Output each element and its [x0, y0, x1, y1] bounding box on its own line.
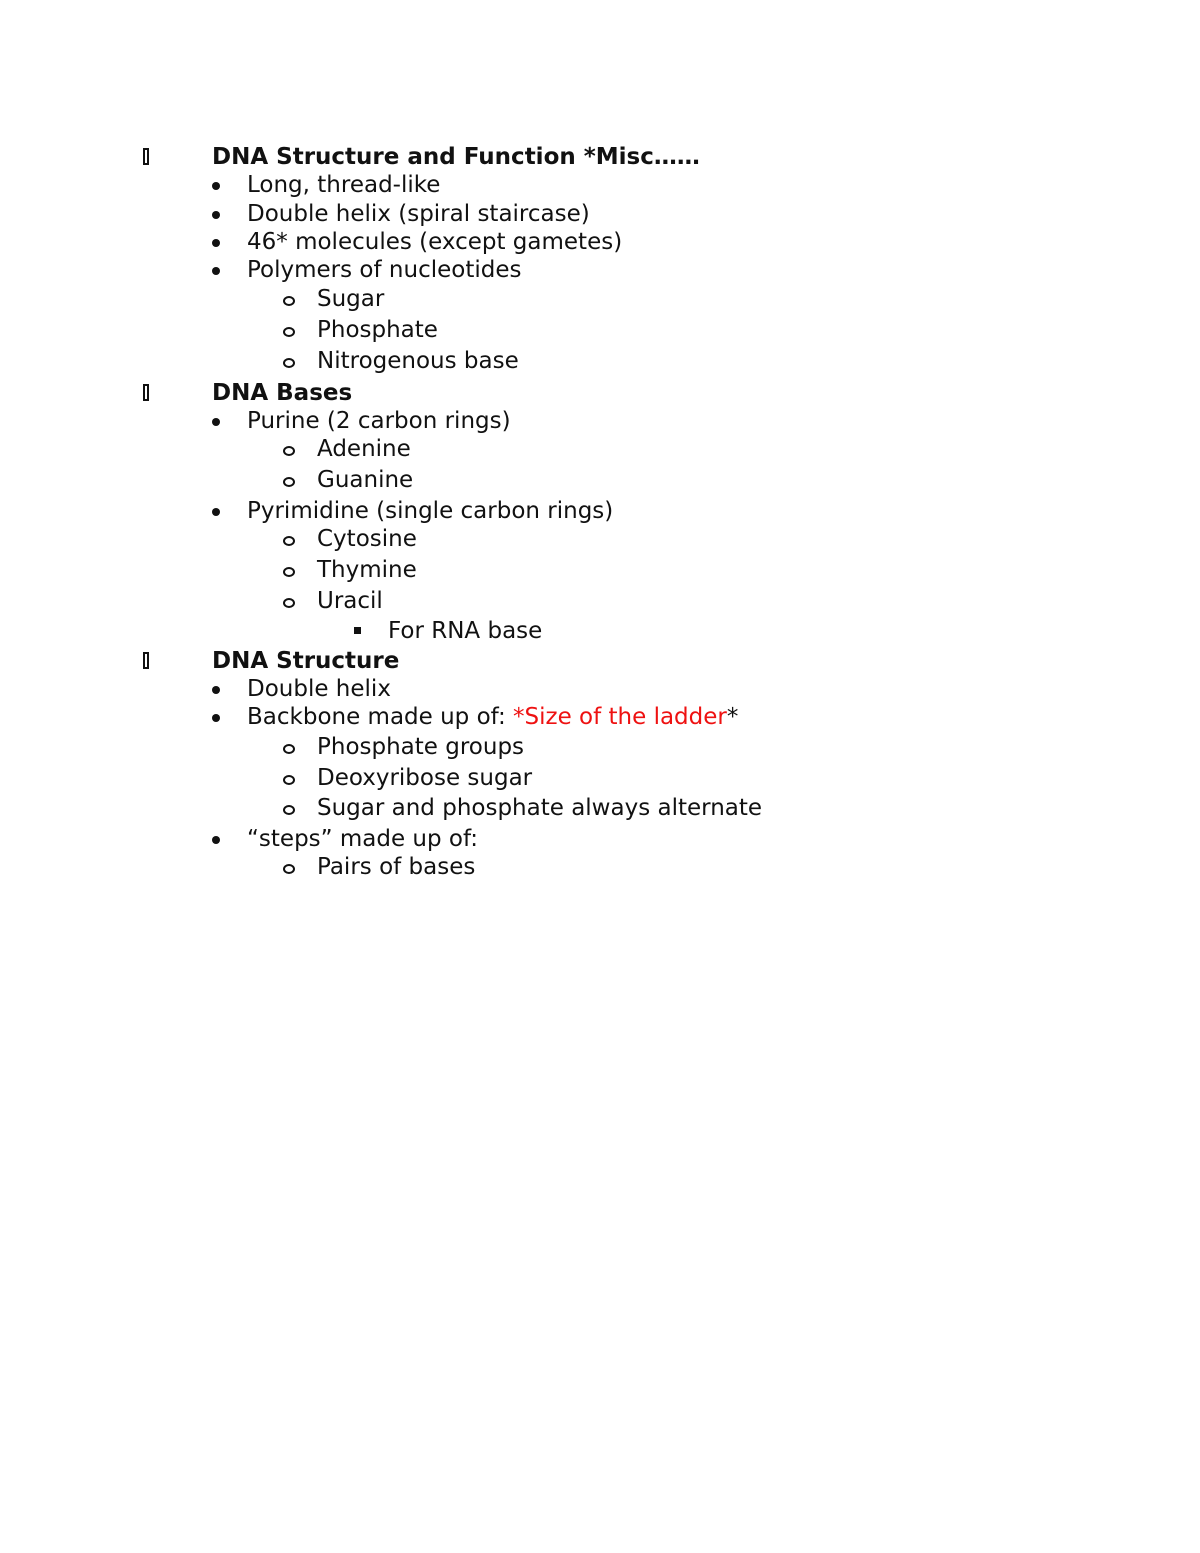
- bullet-circle-icon: [283, 296, 295, 306]
- list-item: Pyrimidine (single carbon rings): [247, 498, 614, 524]
- bullet-dot-icon: [212, 267, 220, 275]
- bullet-circle-icon: [283, 477, 295, 487]
- bullet-circle-icon: [283, 598, 295, 608]
- list-item: Double helix (spiral staircase): [247, 201, 590, 227]
- sub-sub-list-item: For RNA base: [388, 618, 543, 644]
- list-item-suffix: *: [726, 704, 739, 730]
- bullet-square-icon: [354, 627, 361, 634]
- sub-list-item: Guanine: [317, 467, 414, 493]
- section-title: DNA Structure: [212, 648, 400, 674]
- section-marker-icon: [143, 652, 149, 669]
- list-item: 46* molecules (except gametes): [247, 229, 623, 255]
- bullet-dot-icon: [212, 418, 220, 426]
- sub-list-item: Uracil: [317, 588, 383, 614]
- bullet-circle-icon: [283, 864, 295, 874]
- sub-list-item: Phosphate: [317, 317, 438, 343]
- sub-list-item: Sugar: [317, 286, 385, 312]
- list-item: [247, 703, 738, 731]
- bullet-dot-icon: [212, 182, 220, 190]
- bullet-dot-icon: [212, 686, 220, 694]
- bullet-circle-icon: [283, 536, 295, 546]
- sub-list-item: Thymine: [317, 557, 417, 583]
- list-item: Polymers of nucleotides: [247, 257, 522, 283]
- bullet-circle-icon: [283, 446, 295, 456]
- sub-list-item: Cytosine: [317, 526, 417, 552]
- list-item: Purine (2 carbon rings): [247, 408, 511, 434]
- list-item: “steps” made up of:: [247, 826, 479, 852]
- sub-list-item: Pairs of bases: [317, 854, 476, 880]
- bullet-circle-icon: [283, 744, 295, 754]
- section-marker-icon: [143, 148, 149, 165]
- section-title: DNA Bases: [212, 380, 353, 406]
- bullet-dot-icon: [212, 508, 220, 516]
- section-marker-icon: [143, 384, 149, 401]
- list-item-text: Backbone made up of:: [247, 704, 514, 730]
- bullet-dot-icon: [212, 836, 220, 844]
- bullet-circle-icon: [283, 327, 295, 337]
- sub-list-item: Adenine: [317, 436, 411, 462]
- sub-list-item: Deoxyribose sugar: [317, 765, 533, 791]
- highlight-text: *Size of the ladder: [513, 704, 727, 730]
- sub-list-item: Sugar and phosphate always alternate: [317, 795, 763, 821]
- sub-list-item: Nitrogenous base: [317, 348, 519, 374]
- bullet-circle-icon: [283, 805, 295, 815]
- sub-list-item: Phosphate groups: [317, 734, 525, 760]
- section-title: DNA Structure and Function *Misc……: [212, 144, 700, 170]
- bullet-dot-icon: [212, 211, 220, 219]
- bullet-dot-icon: [212, 239, 220, 247]
- bullet-circle-icon: [283, 775, 295, 785]
- list-item: Long, thread-like: [247, 172, 441, 198]
- bullet-circle-icon: [283, 358, 295, 368]
- bullet-circle-icon: [283, 567, 295, 577]
- bullet-dot-icon: [212, 714, 220, 722]
- list-item: Double helix: [247, 676, 391, 702]
